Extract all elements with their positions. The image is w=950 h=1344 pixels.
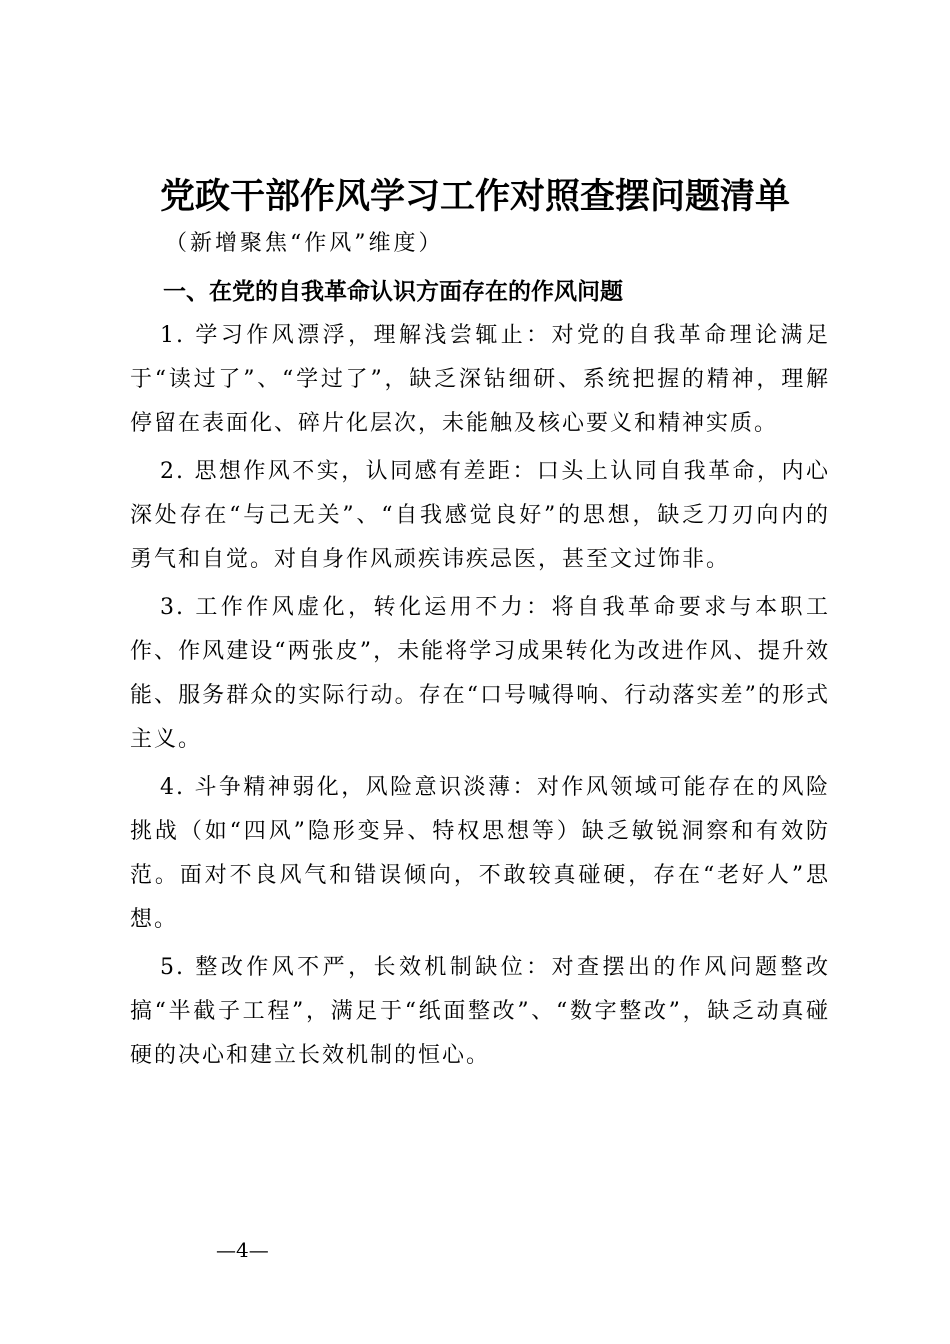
page-number: —4— xyxy=(216,1238,269,1262)
document-body xyxy=(130,314,830,1082)
paragraph-2: 2. 思想作风不实，认同感有差距：口头上认同自我革命，内心深处存在“与己无关”、“自我感觉良好”的思想，缺乏刀刃向内的勇气和自觉。对自身作风顽疾讳疾忌医，甚至文过饰非。 xyxy=(130,459,830,572)
paragraph-1: 1. 学习作风漂浮，理解浅尝辄止：对党的自我革命理论满足于“读过了”、“学过了”，缺乏深钻细研、系统把握的精神，理解停留在表面化、碎片化层次，未能触及核心要义和精神实质。 xyxy=(130,323,830,436)
section-heading: 一、在党的自我革命认识方面存在的作风问题 xyxy=(163,279,623,305)
paragraph-3: 3. 工作作风虚化，转化运用不力：将自我革命要求与本职工作、作风建设“两张皮”，未能将学习成果转化为改进作风、提升效能、服务群众的实际行动。存在“口号喊得响、行动落实差”的形式主义。 xyxy=(130,595,830,752)
document-subtitle: （新增聚焦“作风”维度） xyxy=(165,231,444,256)
document-title: 党政干部作风学习工作对照查摆问题清单 xyxy=(159,176,790,217)
paragraph-4: 4. 斗争精神弱化，风险意识淡薄：对作风领域可能存在的风险挑战（如“四风”隐形变异、特权思想等）缺乏敏锐洞察和有效防范。面对不良风气和错误倾向，不敢较真碰硬，存在“老好人”思想。 xyxy=(130,775,830,932)
paragraph-5: 5. 整改作风不严，长效机制缺位：对查摆出的作风问题整改搞“半截子工程”，满足于“纸面整改”、“数字整改”，缺乏动真碰硬的决心和建立长效机制的恒心。 xyxy=(130,955,830,1068)
